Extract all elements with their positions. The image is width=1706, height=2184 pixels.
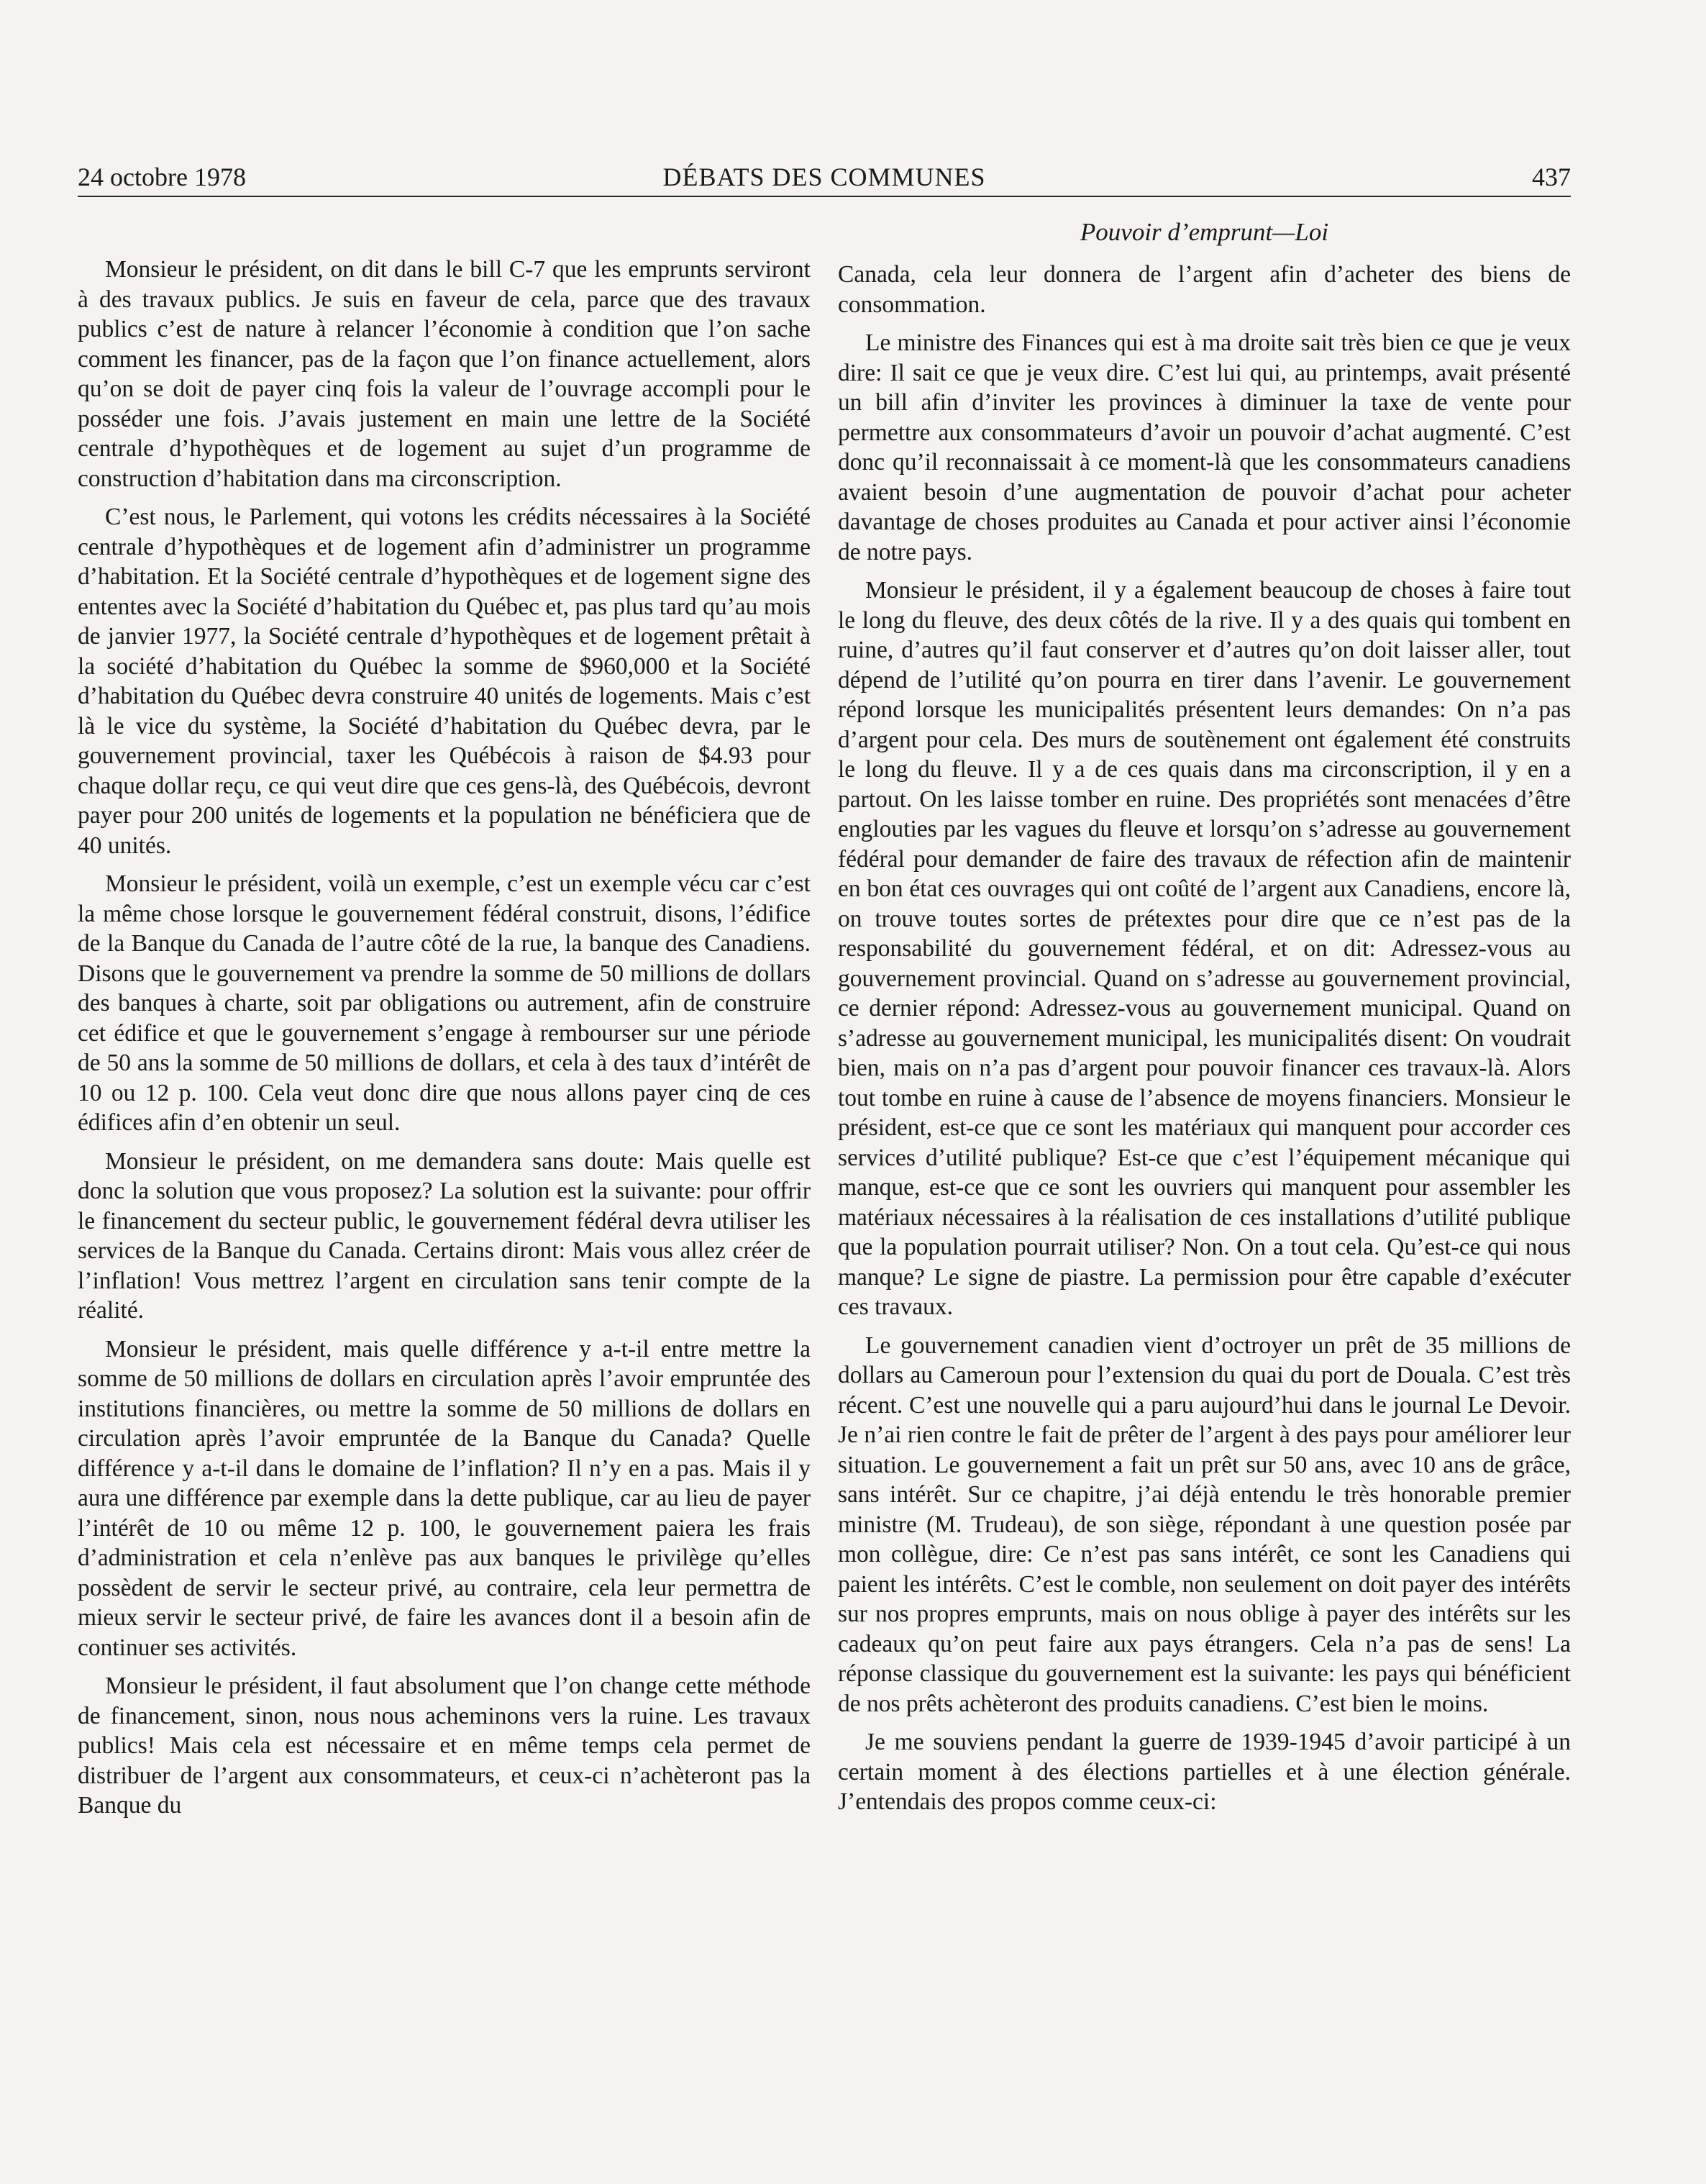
page-number: 437 (1532, 163, 1571, 191)
paragraph: Monsieur le président, mais quelle différence y a-t-il entre mettre la somme de 50 millions de dollars en circulation après l’avoir empruntée des institutions financières, ou mettre la somme de 50 millions de dollars en circulation après l’avoir empruntée de la Banque du Canada? Quelle différence y a-t-il dans le domaine de l’inflation? Il n’y en a pas. Mais il y aura une différence par exemple dans la dette publique, car au lieu de payer l’intérêt de 10 ou même 12 p. 100, le gouvernement paiera les frais d’administration et cela n’enlève pas aux banques le privilège qu’elles possèdent de servir le secteur privé, au contraire, cela leur permettra de mieux servir le secteur privé, de faire les avances dont il a besoin afin de continuer ses activités. (78, 1335, 811, 1661)
paragraph-continuation: Canada, cela leur donnera de l’argent afin d’acheter des biens de consommation. (838, 261, 1571, 318)
page-header (78, 160, 1571, 194)
publication-title: DÉBATS DES COMMUNES (662, 163, 986, 191)
paragraph: Le gouvernement canadien vient d’octroyer un prêt de 35 millions de dollars au Cameroun pour l’extension du quai du port de Douala. C’est très récent. C’est une nouvelle qui a paru aujourd’hui dans le journal Le Devoir. Je n’ai rien contre le fait de prêter de l’argent à des pays pour améliorer leur situation. Le gouvernement a fait un prêt sur 50 ans, avec 10 ans de grâce, sans intérêt. Sur ce chapitre, j’ai déjà entendu le très honorable premier ministre (M. Trudeau), de son siège, répondant à une question posée par mon collègue, dire: Ce n’est pas sans intérêt, ce sont les Canadiens qui paient les intérêts. C’est le comble, non seulement on doit payer des intérêts sur nos propres emprunts, mais on nous oblige à payer des intérêts sur les cadeaux qu’on peut faire aux pays étrangers. Cela n’a pas de sens! La réponse classique du gouvernement est la suivante: les pays qui bénéficient de nos prêts achèteront des produits canadiens. C’est bien le moins. (838, 1332, 1571, 1717)
left-column (78, 255, 811, 1829)
paragraph: Monsieur le président, on dit dans le bill C-7 que les emprunts serviront à des travaux publics. Je suis en faveur de cela, parce que des travaux publics c’est de nature à relancer l’économie à condition que l’on sache comment les financer, pas de la façon que l’on finance actuellement, alors qu’on se doit de payer cinq fois la valeur de l’ouvrage accompli pour le posséder une fois. J’avais justement en main une lettre de la Société centrale d’hypothèques et de logement au sujet d’un programme de construction d’habitation dans ma circonscription. (78, 256, 811, 492)
right-column (838, 260, 1571, 1826)
running-subject: Pouvoir d’emprunt—Loi (1080, 218, 1329, 246)
paragraph: C’est nous, le Parlement, qui votons les crédits nécessaires à la Société centrale d’hypothèques et de logement afin d’administrer un programme d’habitation. Et la Société centrale d’hypothèques et de logement signe des ententes avec la Société d’habitation du Québec et, pas plus tard qu’au mois de janvier 1977, la Société centrale d’hypothèques et de logement prêtait à la société d’habitation du Québec la somme de $960,000 et la Société d’habitation du Québec devra construire 40 unités de logements. Mais c’est là le vice du système, la Société d’habitation du Québec devra, par le gouvernement provincial, taxer les Québécois à raison de $4.93 pour chaque dollar reçu, ce qui veut dire que ces gens-là, des Québécois, devront payer pour 200 unités de logements et la population ne bénéficiera que de 40 unités. (78, 504, 811, 859)
paragraph: Monsieur le président, il y a également beaucoup de choses à faire tout le long du fleuve, des deux côtés de la rive. Il y a des quais qui tombent en ruine, d’autres qu’il faut conserver et d’autres qu’on doit laisser aller, tout dépend de l’utilité qu’on pourra en tirer dans l’avenir. Le gouvernement répond lorsque les municipalités présentent leurs demandes: On n’a pas d’argent pour cela. Des murs de soutènement ont également été construits le long du fleuve. Il y a de ces quais dans ma circonscription, il y en a partout. On les laisse tomber en ruine. Des propriétés sont menacées d’être englouties par les vagues du fleuve et lorsqu’on s’adresse au gouvernement fédéral pour demander de faire des travaux de réfection afin de maintenir en bon état ces ouvrages qui ont coûté de l’argent aux Canadiens, encore là, on trouve toutes sortes de prétextes pour dire que ce n’est pas de la responsabilité du gouvernement fédéral, et on dit: Adressez-vous au gouvernement provincial. Quand on s’adresse au gouvernement provincial, ce dernier répond: Adressez-vous au gouvernement municipal. Quand on s’adresse au gouvernement municipal, les municipalités disent: On voudrait bien, mais on n’a pas d’argent pour pouvoir financer ces travaux-là. Alors tout tombe en ruine à cause de l’absence de moyens financiers. Monsieur le président, est-ce que ce sont les matériaux qui manquent pour accorder ces services d’utilité publique? Est-ce que c’est l’équipement mécanique qui manque, est-ce que ce sont les ouvriers qui manquent pour assembler les matériaux nécessaires à la réalisation de ces installations d’utilité publique que la population pourrait utiliser? Non. On a tout cela. Qu’est-ce qui nous manque? Le signe de piastre. La permission pour être capable d’exécuter ces travaux. (838, 577, 1571, 1320)
paragraph: Je me souviens pendant la guerre de 1939-1945 d’avoir participé à un certain moment à des élections partielles et à une élection générale. J’entendais des propos comme ceux-ci: (838, 1729, 1571, 1815)
paragraph: Monsieur le président, on me demandera sans doute: Mais quelle est donc la solution que vous proposez? La solution est la suivante: pour offrir le financement du secteur public, le gouvernement fédéral devra utiliser les services de la Banque du Canada. Certains diront: Mais vous allez créer de l’inflation! Vous mettrez l’argent en circulation sans tenir compte de la réalité. (78, 1147, 811, 1324)
paragraph: Monsieur le président, voilà un exemple, c’est un exemple vécu car c’est la même chose lorsque le gouvernement fédéral construit, disons, l’édifice de la Banque du Canada de l’autre côté de la rue, la banque des Canadiens. Disons que le gouvernement va prendre la somme de 50 millions de dollars des banques à charte, soit par obligations ou autrement, afin de construire cet édifice et que le gouvernement s’engage à rembourser sur une période de 50 ans la somme de 50 millions de dollars, et cela à des taux d’intérêt de 10 ou 12 p. 100. Cela veut donc dire que nous allons payer cinq de ces édifices afin d’en obtenir un seul. (78, 870, 811, 1136)
header-date: 24 octobre 1978 (78, 163, 246, 191)
header-rule (78, 196, 1571, 197)
paragraph: Le ministre des Finances qui est à ma droite sait très bien ce que je veux dire: Il sait ce que je veux dire. C’est lui qui, au printemps, avait présenté un bill afin d’inviter les provinces à diminuer la taxe de vente pour permettre aux consommateurs d’avoir un pouvoir d’achat augmenté. C’est donc qu’il reconnaissait à ce moment-là que les consommateurs canadiens avaient besoin d’une augmentation de pouvoir d’achat pour acheter davantage de choses produites au Canada et pour activer ainsi l’économie de notre pays. (838, 329, 1571, 565)
paragraph: Monsieur le président, il faut absolument que l’on change cette méthode de financement, sinon, nous nous acheminons vers la ruine. Les travaux publics! Mais cela est nécessaire et en même temps cela permet de distribuer de l’argent aux consommateurs, et ceux-ci n’achèteront pas la Banque du (78, 1673, 811, 1819)
